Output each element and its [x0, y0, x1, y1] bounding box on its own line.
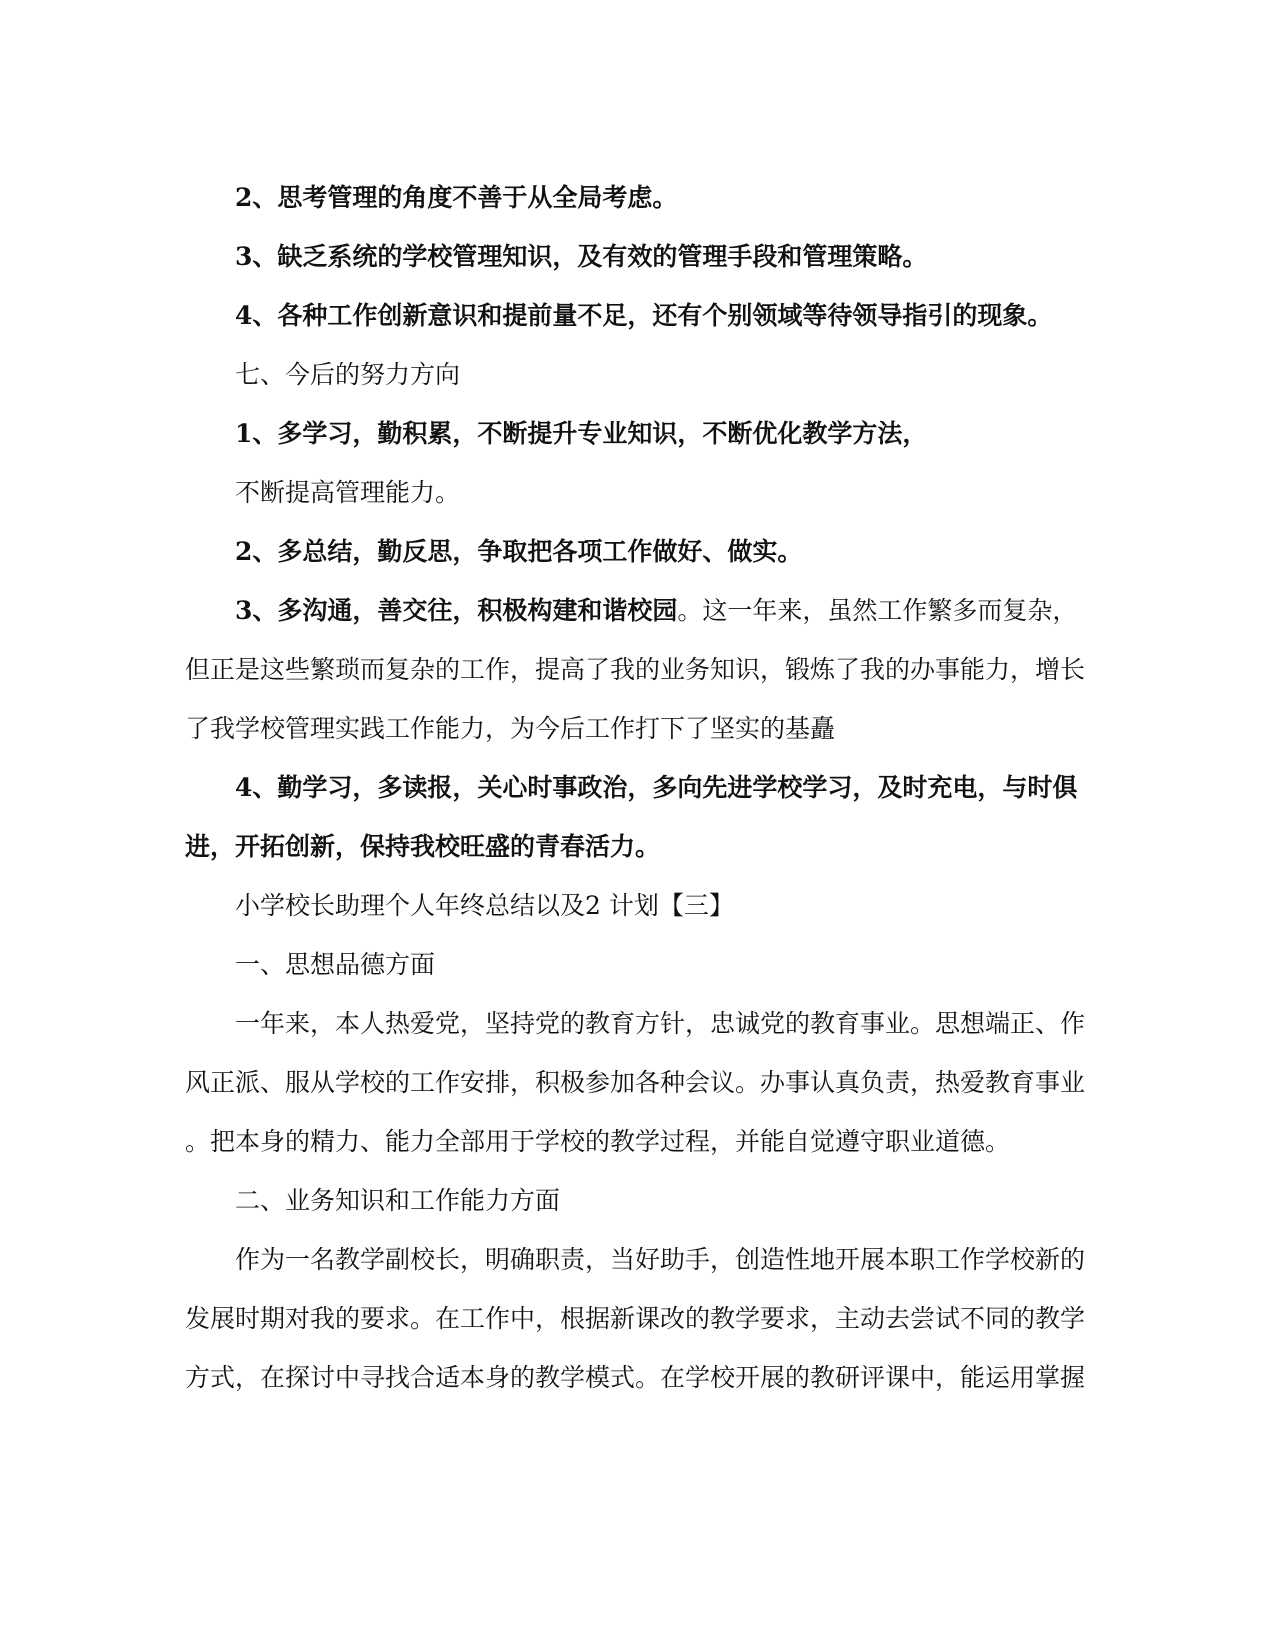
- text-line-5: 1、多学习，勤积累，不断提升专业知识，不断优化教学方法，: [235, 419, 928, 448]
- text-line-8-rest: 。这一年来，虽然工作繁多而复杂，: [677, 596, 1078, 625]
- section-heading-1: 一、思想品德方面: [235, 950, 436, 979]
- text-line-2: 3、缺乏系统的学校管理知识，及有效的管理手段和管理策略。: [235, 242, 928, 271]
- text-line-15: 一年来，本人热爱党，坚持党的教育方针，忠诚党的教育事业。思想端正、作: [235, 1009, 1086, 1038]
- section-heading-2: 二、业务知识和工作能力方面: [235, 1186, 561, 1215]
- text-line-8-bold: 3、多沟通，善交往，积极构建和谐校园: [235, 596, 678, 625]
- text-line-20: 发展时期对我的要求。在工作中，根据新课改的教学要求，主动去尝试不同的教学: [185, 1304, 1086, 1333]
- text-line-21: 方式，在探讨中寻找合适本身的教学模式。在学校开展的教研评课中，能运用掌握: [185, 1363, 1086, 1392]
- text-line-17: 。把本身的精力、能力全部用于学校的教学过程，并能自觉遵守职业道德。: [185, 1127, 1011, 1156]
- text-line-1: 2、思考管理的角度不善于从全局考虑。: [235, 183, 678, 212]
- text-line-8: [185, 581, 1085, 640]
- text-line-6: 不断提高管理能力。: [235, 478, 461, 507]
- text-line-9: 但正是这些繁琐而复杂的工作，提高了我的业务知识，锻炼了我的办事能力，增长: [185, 655, 1086, 684]
- document-body: [185, 168, 1085, 1407]
- text-line-3: 4、各种工作创新意识和提前量不足，还有个别领域等待领导指引的现象。: [235, 301, 1053, 330]
- text-line-16: 风正派、服从学校的工作安排，积极参加各种会议。办事认真负责，热爱教育事业: [185, 1068, 1086, 1097]
- document-part-title: 小学校长助理个人年终总结以及2 计划【三】: [235, 891, 734, 920]
- text-line-19: 作为一名教学副校长，明确职责，当好助手，创造性地开展本职工作学校新的: [235, 1245, 1086, 1274]
- text-line-7: 2、多总结，勤反思，争取把各项工作做好、做实。: [235, 537, 803, 566]
- text-line-11: 4、勤学习，多读报，关心时事政治，多向先进学校学习，及时充电，与时俱: [235, 773, 1078, 802]
- text-line-12: 进，开拓创新，保持我校旺盛的青春活力。: [185, 832, 661, 861]
- section-heading-7: 七、今后的努力方向: [235, 360, 461, 389]
- text-line-10: 了我学校管理实践工作能力，为今后工作打下了坚实的基矗: [185, 714, 836, 743]
